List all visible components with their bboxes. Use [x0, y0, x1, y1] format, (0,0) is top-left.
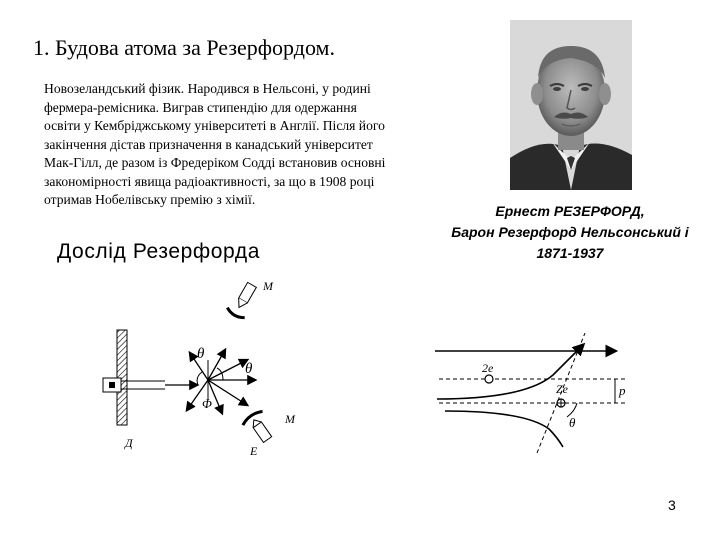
caption-name: Ернест РЕЗЕРФОРД,	[495, 203, 645, 219]
bio-line: фермера-ремісника. Виграв стипендію для одержання	[44, 99, 357, 115]
biography-text	[44, 80, 464, 210]
label-phi: Φ	[202, 396, 212, 411]
slide-title: 1. Будова атома за Резерфордом.	[33, 35, 335, 60]
label-theta-left: θ	[197, 346, 205, 362]
label-M-top: M	[263, 279, 273, 293]
label-E: E	[250, 444, 258, 458]
experiment-title: Дослід Резерфорда	[57, 240, 260, 263]
bio-line: освіти у Кембріджському університеті в Англії. Після його	[44, 118, 385, 133]
caption-title: Барон Резерфорд Нельсонський і	[451, 224, 689, 240]
label-Ze: Ze	[556, 382, 568, 396]
label-p: p	[619, 383, 626, 398]
bio-line: закінчення дістав призначення в канадський університет	[44, 136, 373, 152]
label-theta: θ	[569, 415, 576, 430]
label-theta-right: θ	[245, 361, 253, 377]
caption-years: 1871-1937	[536, 245, 604, 261]
portrait-image	[510, 20, 632, 190]
portrait-caption	[420, 201, 720, 264]
page-number: 3	[668, 497, 676, 513]
bio-line: закономірності явища радіоактивності, за що в 1908 році	[44, 173, 375, 189]
label-2e: 2e	[482, 361, 494, 375]
label-M-bottom: M	[285, 412, 295, 426]
bio-line: Новозеландський фізик. Народився в Нельсоні, у родині	[44, 81, 371, 96]
bio-line: отримав Нобелівську премію з хімії.	[44, 192, 256, 207]
scattering-setup-diagram	[95, 275, 310, 460]
trajectory-diagram	[425, 295, 640, 460]
rutherford-portrait	[510, 20, 632, 190]
bio-line: Мак-Гілл, де разом із Фредеріком Содді встановив основні	[44, 155, 386, 170]
label-D: Д	[125, 436, 133, 450]
